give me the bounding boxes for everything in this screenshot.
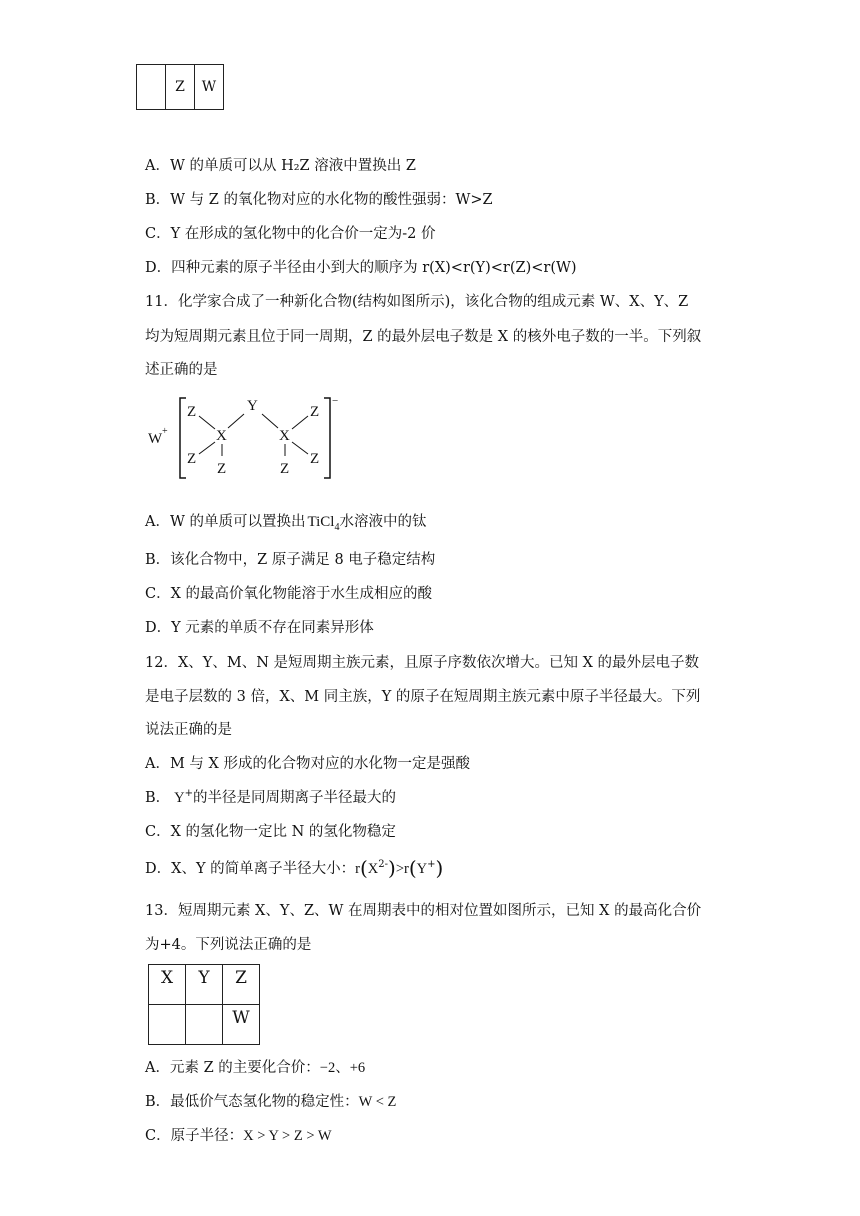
q11-option-b: B．该化合物中，Z 原子满足 8 电子稳定结构 bbox=[145, 552, 436, 568]
ligand-z: Z bbox=[310, 404, 320, 420]
center-x-right: X bbox=[279, 428, 290, 444]
q12-option-b: B． Y+的半径是同周期离子半径最大的 bbox=[145, 788, 397, 806]
table-cell: Z bbox=[223, 965, 260, 1005]
q12-option-c: C．X 的氢化物一定比 N 的氢化物稳定 bbox=[145, 824, 396, 840]
q12-option-a: A．M 与 X 形成的化合物对应的水化物一定是强酸 bbox=[145, 756, 470, 772]
q12-stem-line-2: 是电子层数的 3 倍，X、M 同主族，Y 的原子在短周期主族元素中原子半径最大。下列 bbox=[145, 689, 701, 705]
q13-option-b: B．最低价气态氢化物的稳定性：W < Z bbox=[145, 1094, 397, 1110]
q10-option-d: D．四种元素的原子半径由小到大的顺序为 r(X)<r(Y)<r(Z)<r(W) bbox=[145, 260, 577, 276]
q11-stem-line-1: 11．化学家合成了一种新化合物(结构如图所示)，该化合物的组成元素 W、X、Y、Z bbox=[145, 294, 689, 310]
element-position-table-top bbox=[136, 64, 224, 110]
table-cell: W bbox=[223, 1005, 260, 1045]
q12-stem-line-1: 12．X、Y、M、N 是短周期主族元素，且原子序数依次增大。已知 X 的最外层电子数 bbox=[145, 655, 700, 671]
center-x-left: X bbox=[216, 428, 227, 444]
q12-option-d: D．X、Y 的简单离子半径大小：$r(X^{2-})>r(Y^+)$ bbox=[145, 856, 444, 880]
anion-charge: − bbox=[332, 395, 339, 407]
q12-stem-line-3: 说法正确的是 bbox=[145, 722, 232, 738]
q11-structure-diagram bbox=[140, 392, 350, 484]
table-cell: Z bbox=[166, 65, 195, 110]
q11-stem-line-3: 述正确的是 bbox=[145, 362, 218, 378]
table-cell bbox=[137, 65, 166, 110]
formula-ticl4: TiCl$_4$ bbox=[307, 514, 340, 533]
table-cell bbox=[186, 1005, 223, 1045]
q13-option-c: C．原子半径：X > Y > Z > W bbox=[145, 1128, 332, 1144]
ligand-z: Z bbox=[187, 451, 197, 467]
cation-w-label: W bbox=[148, 431, 163, 447]
ligand-z: Z bbox=[280, 461, 290, 477]
table-cell: X bbox=[149, 965, 186, 1005]
ligand-z: Z bbox=[187, 404, 197, 420]
q13-stem-line-2: 为+4。下列说法正确的是 bbox=[145, 937, 312, 953]
table-cell: W bbox=[195, 65, 224, 110]
q11-stem-line-2: 均为短周期元素且位于同一周期，Z 的最外层电子数是 X 的核外电子数的一半。下列叙 bbox=[145, 329, 702, 345]
table-cell bbox=[149, 1005, 186, 1045]
q13-stem-line-1: 13．短周期元素 X、Y、Z、W 在周期表中的相对位置如图所示，已知 X 的最高化合价 bbox=[145, 903, 702, 919]
q11-option-c: C．X 的最高价氧化物能溶于水生成相应的酸 bbox=[145, 586, 433, 602]
q10-option-b: B．W 与 Z 的氧化物对应的水化物的酸性强弱：W>Z bbox=[145, 192, 493, 208]
element-position-table-q13 bbox=[148, 964, 260, 1045]
cation-charge: + bbox=[162, 426, 168, 437]
q11-option-d: D．Y 元素的单质不存在同素异形体 bbox=[145, 620, 374, 636]
q10-option-a: A．W 的单质可以从 H₂Z 溶液中置换出 Z bbox=[145, 158, 416, 174]
q10-option-c: C．Y 在形成的氢化物中的化合价一定为-2 价 bbox=[145, 226, 436, 242]
q11-option-a: A．W 的单质可以置换出 TiCl$_4$水溶液中的钛 bbox=[145, 514, 427, 533]
bridge-y: Y bbox=[247, 398, 258, 414]
ligand-z: Z bbox=[310, 451, 320, 467]
q13-option-a: A．元素 Z 的主要化合价：−2、+6 bbox=[145, 1060, 366, 1076]
table-cell: Y bbox=[186, 965, 223, 1005]
ligand-z: Z bbox=[217, 461, 227, 477]
